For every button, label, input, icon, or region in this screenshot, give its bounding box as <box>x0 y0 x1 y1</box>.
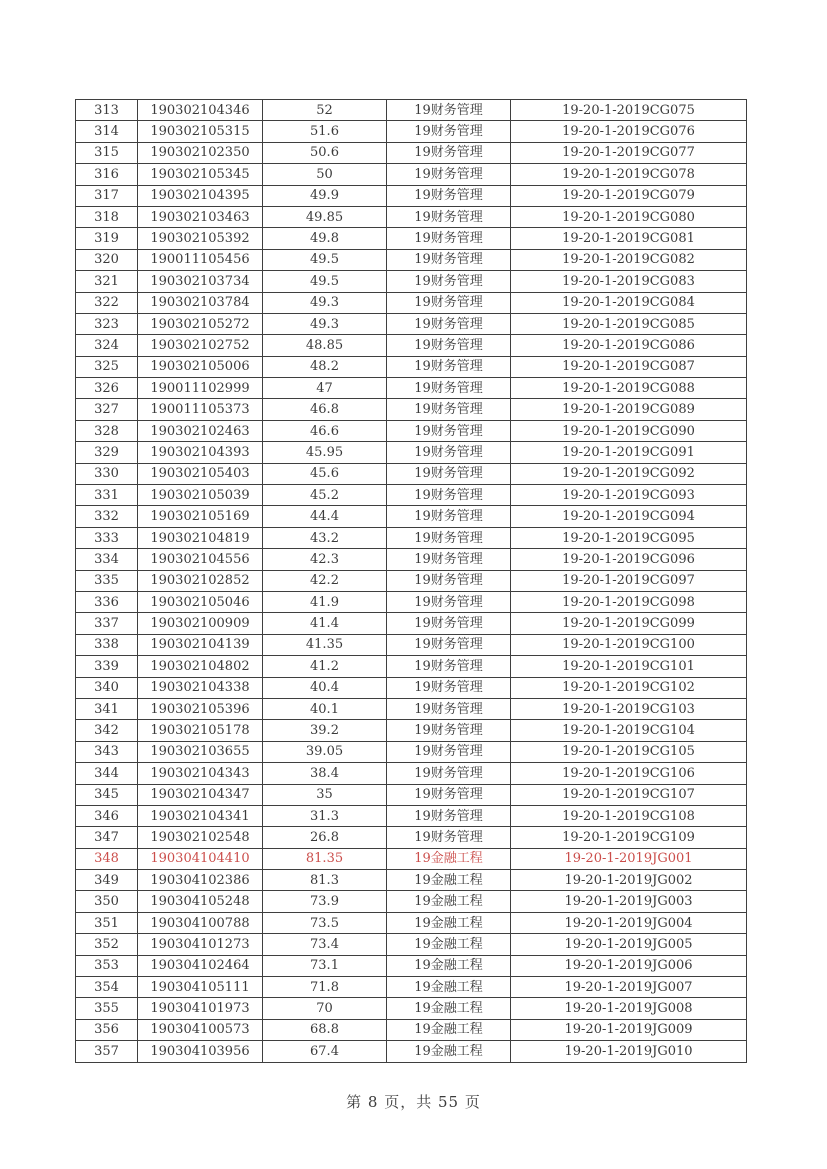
cell-code: 19-20-1-2019CG093 <box>511 485 747 506</box>
cell-program: 19财务管理 <box>387 271 511 292</box>
table-row <box>76 741 747 762</box>
cell-student-id: 190011105456 <box>138 249 263 270</box>
cell-program: 19财务管理 <box>387 463 511 484</box>
cell-score: 70 <box>263 998 387 1019</box>
cell-seq: 353 <box>76 955 138 976</box>
cell-score: 51.6 <box>263 121 387 142</box>
cell-code: 19-20-1-2019CG097 <box>511 570 747 591</box>
cell-program: 19财务管理 <box>387 442 511 463</box>
cell-seq: 350 <box>76 891 138 912</box>
cell-code: 19-20-1-2019JG001 <box>511 848 747 869</box>
cell-seq: 320 <box>76 249 138 270</box>
cell-student-id: 190304101273 <box>138 934 263 955</box>
cell-score: 45.6 <box>263 463 387 484</box>
cell-score: 73.4 <box>263 934 387 955</box>
cell-code: 19-20-1-2019CG107 <box>511 784 747 805</box>
cell-student-id: 190302105039 <box>138 485 263 506</box>
results-table-body <box>76 100 747 1063</box>
cell-score: 73.1 <box>263 955 387 976</box>
cell-score: 52 <box>263 100 387 121</box>
cell-code: 19-20-1-2019CG084 <box>511 292 747 313</box>
cell-program: 19财务管理 <box>387 378 511 399</box>
cell-student-id: 190302104819 <box>138 527 263 548</box>
cell-score: 49.5 <box>263 249 387 270</box>
cell-code: 19-20-1-2019CG090 <box>511 420 747 441</box>
cell-student-id: 190302102852 <box>138 570 263 591</box>
cell-program: 19财务管理 <box>387 827 511 848</box>
cell-score: 71.8 <box>263 977 387 998</box>
cell-program: 19财务管理 <box>387 100 511 121</box>
cell-student-id: 190302104343 <box>138 763 263 784</box>
table-row <box>76 613 747 634</box>
cell-student-id: 190302104338 <box>138 677 263 698</box>
cell-code: 19-20-1-2019CG099 <box>511 613 747 634</box>
table-row <box>76 784 747 805</box>
cell-code: 19-20-1-2019CG077 <box>511 142 747 163</box>
cell-code: 19-20-1-2019JG007 <box>511 977 747 998</box>
cell-code: 19-20-1-2019JG005 <box>511 934 747 955</box>
cell-code: 19-20-1-2019JG010 <box>511 1041 747 1062</box>
cell-code: 19-20-1-2019JG009 <box>511 1019 747 1040</box>
cell-program: 19金融工程 <box>387 1019 511 1040</box>
cell-program: 19财务管理 <box>387 399 511 420</box>
table-row <box>76 549 747 570</box>
cell-student-id: 190304101973 <box>138 998 263 1019</box>
cell-student-id: 190302105169 <box>138 506 263 527</box>
cell-student-id: 190302105178 <box>138 720 263 741</box>
cell-seq: 342 <box>76 720 138 741</box>
cell-code: 19-20-1-2019CG088 <box>511 378 747 399</box>
table-row <box>76 485 747 506</box>
cell-student-id: 190302102548 <box>138 827 263 848</box>
results-table <box>75 99 747 1063</box>
cell-score: 81.35 <box>263 848 387 869</box>
cell-score: 49.5 <box>263 271 387 292</box>
cell-student-id: 190302105403 <box>138 463 263 484</box>
cell-student-id: 190302103655 <box>138 741 263 762</box>
cell-program: 19财务管理 <box>387 249 511 270</box>
cell-student-id: 190302102752 <box>138 335 263 356</box>
cell-program: 19金融工程 <box>387 848 511 869</box>
table-row <box>76 249 747 270</box>
cell-seq: 314 <box>76 121 138 142</box>
cell-program: 19财务管理 <box>387 677 511 698</box>
cell-score: 48.2 <box>263 356 387 377</box>
cell-code: 19-20-1-2019CG102 <box>511 677 747 698</box>
cell-seq: 352 <box>76 934 138 955</box>
cell-score: 41.4 <box>263 613 387 634</box>
cell-seq: 325 <box>76 356 138 377</box>
cell-score: 46.6 <box>263 420 387 441</box>
table-row <box>76 442 747 463</box>
cell-seq: 355 <box>76 998 138 1019</box>
cell-program: 19财务管理 <box>387 142 511 163</box>
cell-score: 67.4 <box>263 1041 387 1062</box>
cell-score: 49.3 <box>263 292 387 313</box>
cell-seq: 323 <box>76 313 138 334</box>
table-row <box>76 206 747 227</box>
table-row <box>76 121 747 142</box>
cell-student-id: 190011102999 <box>138 378 263 399</box>
table-row <box>76 185 747 206</box>
cell-seq: 337 <box>76 613 138 634</box>
table-row <box>76 463 747 484</box>
cell-code: 19-20-1-2019CG075 <box>511 100 747 121</box>
cell-code: 19-20-1-2019JG006 <box>511 955 747 976</box>
cell-student-id: 190302103463 <box>138 206 263 227</box>
cell-student-id: 190302105392 <box>138 228 263 249</box>
table-row <box>76 570 747 591</box>
cell-student-id: 190302104346 <box>138 100 263 121</box>
cell-score: 31.3 <box>263 805 387 826</box>
cell-program: 19财务管理 <box>387 805 511 826</box>
table-row <box>76 527 747 548</box>
cell-score: 81.3 <box>263 870 387 891</box>
cell-seq: 324 <box>76 335 138 356</box>
cell-student-id: 190302103734 <box>138 271 263 292</box>
cell-program: 19金融工程 <box>387 870 511 891</box>
cell-seq: 330 <box>76 463 138 484</box>
table-row <box>76 164 747 185</box>
cell-score: 39.05 <box>263 741 387 762</box>
cell-program: 19财务管理 <box>387 292 511 313</box>
cell-score: 49.8 <box>263 228 387 249</box>
table-row <box>76 934 747 955</box>
cell-code: 19-20-1-2019CG092 <box>511 463 747 484</box>
cell-student-id: 190302105396 <box>138 698 263 719</box>
cell-program: 19财务管理 <box>387 485 511 506</box>
cell-code: 19-20-1-2019JG003 <box>511 891 747 912</box>
cell-code: 19-20-1-2019CG095 <box>511 527 747 548</box>
cell-code: 19-20-1-2019CG096 <box>511 549 747 570</box>
cell-code: 19-20-1-2019CG106 <box>511 763 747 784</box>
cell-seq: 346 <box>76 805 138 826</box>
cell-program: 19财务管理 <box>387 570 511 591</box>
cell-program: 19财务管理 <box>387 613 511 634</box>
cell-seq: 328 <box>76 420 138 441</box>
cell-program: 19财务管理 <box>387 591 511 612</box>
cell-code: 19-20-1-2019CG086 <box>511 335 747 356</box>
cell-seq: 316 <box>76 164 138 185</box>
cell-code: 19-20-1-2019CG087 <box>511 356 747 377</box>
table-row <box>76 763 747 784</box>
table-row <box>76 656 747 677</box>
cell-score: 40.4 <box>263 677 387 698</box>
cell-score: 73.9 <box>263 891 387 912</box>
table-row <box>76 698 747 719</box>
cell-program: 19财务管理 <box>387 506 511 527</box>
table-row <box>76 634 747 655</box>
cell-program: 19财务管理 <box>387 335 511 356</box>
cell-program: 19金融工程 <box>387 955 511 976</box>
cell-student-id: 190302104347 <box>138 784 263 805</box>
cell-score: 46.8 <box>263 399 387 420</box>
table-row <box>76 313 747 334</box>
cell-code: 19-20-1-2019CG079 <box>511 185 747 206</box>
cell-score: 50 <box>263 164 387 185</box>
table-row <box>76 891 747 912</box>
table-row <box>76 335 747 356</box>
cell-program: 19财务管理 <box>387 549 511 570</box>
cell-seq: 329 <box>76 442 138 463</box>
cell-seq: 340 <box>76 677 138 698</box>
cell-score: 49.85 <box>263 206 387 227</box>
cell-score: 38.4 <box>263 763 387 784</box>
cell-seq: 315 <box>76 142 138 163</box>
cell-program: 19财务管理 <box>387 698 511 719</box>
cell-program: 19财务管理 <box>387 741 511 762</box>
cell-score: 41.2 <box>263 656 387 677</box>
cell-score: 26.8 <box>263 827 387 848</box>
cell-seq: 343 <box>76 741 138 762</box>
cell-code: 19-20-1-2019JG008 <box>511 998 747 1019</box>
cell-seq: 313 <box>76 100 138 121</box>
cell-student-id: 190304105248 <box>138 891 263 912</box>
cell-student-id: 190304105111 <box>138 977 263 998</box>
cell-score: 35 <box>263 784 387 805</box>
table-row <box>76 506 747 527</box>
cell-student-id: 190302103784 <box>138 292 263 313</box>
table-row <box>76 848 747 869</box>
cell-seq: 351 <box>76 912 138 933</box>
cell-code: 19-20-1-2019CG089 <box>511 399 747 420</box>
cell-seq: 331 <box>76 485 138 506</box>
cell-seq: 336 <box>76 591 138 612</box>
table-row <box>76 271 747 292</box>
cell-program: 19金融工程 <box>387 1041 511 1062</box>
cell-student-id: 190302100909 <box>138 613 263 634</box>
cell-score: 44.4 <box>263 506 387 527</box>
cell-student-id: 190304100573 <box>138 1019 263 1040</box>
cell-student-id: 190302105315 <box>138 121 263 142</box>
cell-student-id: 190302104802 <box>138 656 263 677</box>
table-row <box>76 420 747 441</box>
table-row <box>76 827 747 848</box>
table-row <box>76 1041 747 1062</box>
cell-score: 50.6 <box>263 142 387 163</box>
cell-program: 19财务管理 <box>387 420 511 441</box>
cell-program: 19财务管理 <box>387 634 511 655</box>
cell-code: 19-20-1-2019JG002 <box>511 870 747 891</box>
cell-program: 19金融工程 <box>387 977 511 998</box>
cell-student-id: 190011105373 <box>138 399 263 420</box>
cell-seq: 321 <box>76 271 138 292</box>
cell-student-id: 190302104139 <box>138 634 263 655</box>
cell-code: 19-20-1-2019CG100 <box>511 634 747 655</box>
table-row <box>76 977 747 998</box>
cell-code: 19-20-1-2019CG094 <box>511 506 747 527</box>
cell-program: 19财务管理 <box>387 164 511 185</box>
cell-program: 19财务管理 <box>387 356 511 377</box>
cell-code: 19-20-1-2019CG081 <box>511 228 747 249</box>
cell-student-id: 190302102463 <box>138 420 263 441</box>
cell-score: 39.2 <box>263 720 387 741</box>
cell-student-id: 190302104395 <box>138 185 263 206</box>
cell-student-id: 190304102464 <box>138 955 263 976</box>
cell-seq: 354 <box>76 977 138 998</box>
cell-program: 19财务管理 <box>387 228 511 249</box>
cell-program: 19财务管理 <box>387 185 511 206</box>
table-row <box>76 805 747 826</box>
cell-program: 19财务管理 <box>387 656 511 677</box>
cell-seq: 319 <box>76 228 138 249</box>
cell-score: 48.85 <box>263 335 387 356</box>
table-row <box>76 998 747 1019</box>
cell-student-id: 190302105272 <box>138 313 263 334</box>
cell-program: 19金融工程 <box>387 912 511 933</box>
cell-seq: 322 <box>76 292 138 313</box>
cell-code: 19-20-1-2019CG082 <box>511 249 747 270</box>
table-row <box>76 399 747 420</box>
cell-score: 40.1 <box>263 698 387 719</box>
cell-student-id: 190304100788 <box>138 912 263 933</box>
page-footer: 第 8 页，共 55 页 <box>346 1093 481 1111</box>
cell-code: 19-20-1-2019CG083 <box>511 271 747 292</box>
cell-score: 49.3 <box>263 313 387 334</box>
cell-seq: 318 <box>76 206 138 227</box>
cell-code: 19-20-1-2019CG098 <box>511 591 747 612</box>
cell-student-id: 190304102386 <box>138 870 263 891</box>
cell-seq: 334 <box>76 549 138 570</box>
table-row <box>76 870 747 891</box>
cell-student-id: 190302104556 <box>138 549 263 570</box>
cell-code: 19-20-1-2019CG105 <box>511 741 747 762</box>
cell-seq: 327 <box>76 399 138 420</box>
cell-seq: 338 <box>76 634 138 655</box>
cell-student-id: 190302105006 <box>138 356 263 377</box>
cell-code: 19-20-1-2019CG076 <box>511 121 747 142</box>
cell-program: 19财务管理 <box>387 206 511 227</box>
cell-seq: 357 <box>76 1041 138 1062</box>
cell-student-id: 190302105046 <box>138 591 263 612</box>
cell-seq: 349 <box>76 870 138 891</box>
cell-score: 49.9 <box>263 185 387 206</box>
cell-program: 19金融工程 <box>387 891 511 912</box>
table-row <box>76 677 747 698</box>
cell-seq: 344 <box>76 763 138 784</box>
cell-score: 73.5 <box>263 912 387 933</box>
cell-score: 45.95 <box>263 442 387 463</box>
cell-program: 19财务管理 <box>387 121 511 142</box>
cell-code: 19-20-1-2019CG080 <box>511 206 747 227</box>
cell-seq: 317 <box>76 185 138 206</box>
cell-student-id: 190302105345 <box>138 164 263 185</box>
table-row <box>76 292 747 313</box>
cell-code: 19-20-1-2019CG104 <box>511 720 747 741</box>
cell-code: 19-20-1-2019CG078 <box>511 164 747 185</box>
table-row <box>76 142 747 163</box>
table-row <box>76 356 747 377</box>
cell-score: 45.2 <box>263 485 387 506</box>
cell-score: 47 <box>263 378 387 399</box>
table-row <box>76 720 747 741</box>
cell-program: 19财务管理 <box>387 763 511 784</box>
cell-score: 41.35 <box>263 634 387 655</box>
cell-seq: 356 <box>76 1019 138 1040</box>
cell-program: 19财务管理 <box>387 784 511 805</box>
cell-code: 19-20-1-2019CG103 <box>511 698 747 719</box>
cell-score: 68.8 <box>263 1019 387 1040</box>
cell-score: 42.3 <box>263 549 387 570</box>
cell-seq: 339 <box>76 656 138 677</box>
cell-code: 19-20-1-2019JG004 <box>511 912 747 933</box>
cell-program: 19财务管理 <box>387 313 511 334</box>
cell-code: 19-20-1-2019CG108 <box>511 805 747 826</box>
table-row <box>76 100 747 121</box>
table-row <box>76 912 747 933</box>
table-row <box>76 228 747 249</box>
cell-score: 43.2 <box>263 527 387 548</box>
cell-seq: 348 <box>76 848 138 869</box>
cell-seq: 347 <box>76 827 138 848</box>
cell-student-id: 190302104393 <box>138 442 263 463</box>
table-row <box>76 955 747 976</box>
cell-code: 19-20-1-2019CG091 <box>511 442 747 463</box>
cell-seq: 335 <box>76 570 138 591</box>
table-row <box>76 591 747 612</box>
cell-code: 19-20-1-2019CG101 <box>511 656 747 677</box>
cell-student-id: 190304103956 <box>138 1041 263 1062</box>
cell-program: 19金融工程 <box>387 934 511 955</box>
cell-student-id: 190302102350 <box>138 142 263 163</box>
cell-program: 19财务管理 <box>387 720 511 741</box>
cell-code: 19-20-1-2019CG085 <box>511 313 747 334</box>
cell-seq: 326 <box>76 378 138 399</box>
cell-student-id: 190302104341 <box>138 805 263 826</box>
cell-student-id: 190304104410 <box>138 848 263 869</box>
cell-seq: 333 <box>76 527 138 548</box>
cell-code: 19-20-1-2019CG109 <box>511 827 747 848</box>
cell-seq: 345 <box>76 784 138 805</box>
cell-seq: 341 <box>76 698 138 719</box>
cell-program: 19财务管理 <box>387 527 511 548</box>
cell-seq: 332 <box>76 506 138 527</box>
cell-score: 42.2 <box>263 570 387 591</box>
cell-score: 41.9 <box>263 591 387 612</box>
table-row <box>76 1019 747 1040</box>
cell-program: 19金融工程 <box>387 998 511 1019</box>
table-row <box>76 378 747 399</box>
